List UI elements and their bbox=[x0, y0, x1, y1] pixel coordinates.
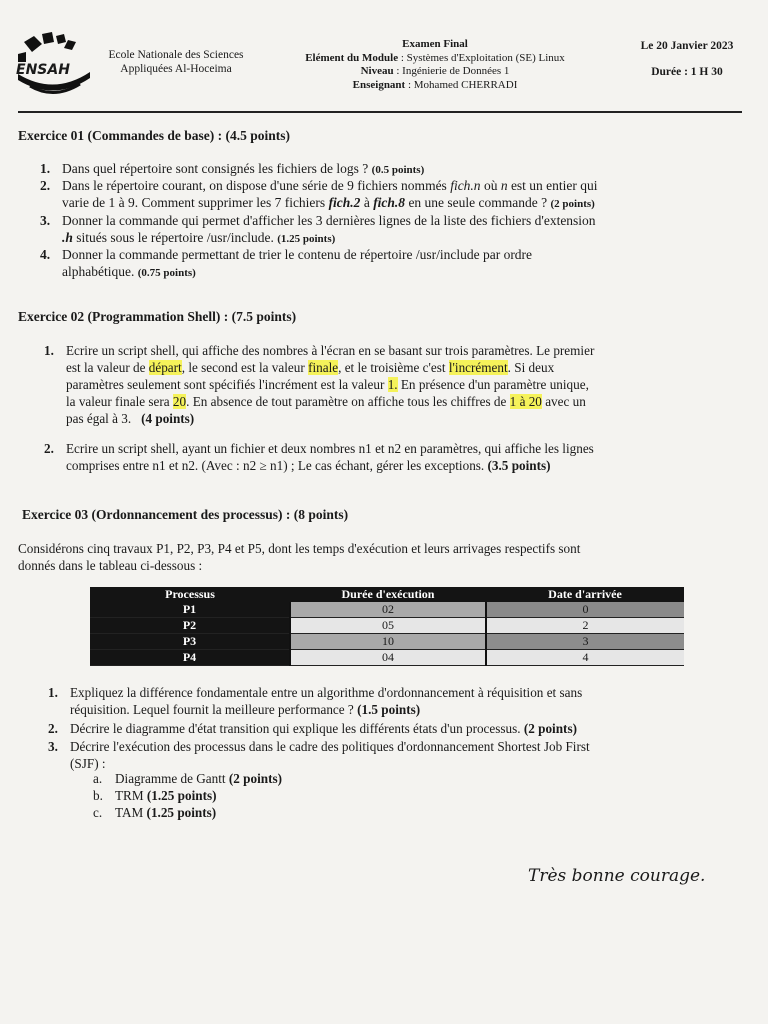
table-row bbox=[90, 602, 684, 618]
ex3-question-1: 1. Expliquez la différence fondamentale entre un algorithme d'ordonnancement à réquisition et sans réquisition. Lequel fournit la meilleure performance ? (1.5 points) bbox=[48, 685, 583, 717]
table-cell: 04 bbox=[290, 650, 486, 666]
ex3-sub-a: a. Diagramme de Gantt (2 points) bbox=[93, 771, 283, 786]
table-cell: P3 bbox=[90, 634, 290, 650]
table-cell: 2 bbox=[486, 618, 684, 634]
ex1-question-4: 4. Donner la commande permettant de trier le contenu de répertoire /usr/include par ordre alphabétique. (0.75 points) bbox=[40, 247, 533, 279]
ex3-sub-b: b. TRM (1.25 points) bbox=[93, 788, 217, 803]
signoff: Très bonne courage. bbox=[528, 866, 706, 886]
table-cell: 02 bbox=[290, 602, 486, 618]
exam-title: Examen Final bbox=[402, 38, 468, 50]
table-cell: P4 bbox=[90, 650, 290, 666]
col-header-processus: Processus bbox=[90, 587, 290, 602]
school-name bbox=[96, 48, 256, 76]
ex2-question-2: 2. Ecrire un script shell, ayant un fichier et deux nombres n1 et n2 en paramètres, qui affiche les lignes comprises entre n1 et n2. (Avec : n2 ≥ n1) ; Le cas échant, gérer les exceptions. (3.5 points) bbox=[44, 441, 594, 473]
ensah-logo bbox=[14, 30, 94, 100]
process-table bbox=[90, 587, 684, 666]
ex3-sub-c: c. TAM (1.25 points) bbox=[93, 805, 217, 820]
table-row bbox=[90, 618, 684, 634]
exam-duration: Durée : 1 H 30 bbox=[651, 66, 723, 78]
ex1-question-3: 3. Donner la commande qui permet d'afficher les 3 dernières lignes de la liste des fichiers d'extension .h situés sous le répertoire /usr/include. (1.25 points) bbox=[40, 213, 596, 245]
module-label: Elément du Module bbox=[305, 51, 399, 64]
exercise-3-title: Exercice 03 (Ordonnancement des processus) : (8 points) bbox=[22, 507, 349, 522]
level-label: Niveau bbox=[360, 65, 394, 77]
exercise-1-title: Exercice 01 (Commandes de base) : (4.5 points) bbox=[18, 128, 290, 143]
exam-info bbox=[270, 38, 600, 92]
teacher-label: Enseignant bbox=[352, 78, 406, 91]
header-divider bbox=[18, 111, 742, 113]
table-row bbox=[90, 634, 684, 650]
level-value: : Ingénierie de Données 1 bbox=[393, 65, 510, 77]
table-cell: P1 bbox=[90, 602, 290, 618]
table-cell: 05 bbox=[290, 618, 486, 634]
exercise-2-title: Exercice 02 (Programmation Shell) : (7.5 points) bbox=[18, 309, 297, 324]
ex3-question-3: 3. Décrire l'exécution des processus dans le cadre des politiques d'ordonnancement Shortest Job First (SJF) : bbox=[48, 739, 590, 771]
col-header-arrivee: Date d'arrivée bbox=[486, 587, 684, 602]
school-line-1: Ecole Nationale des Sciences bbox=[108, 49, 244, 61]
table-cell: P2 bbox=[90, 618, 290, 634]
teacher-value: : Mohamed CHERRADI bbox=[405, 78, 518, 91]
logo-text: ENSAH bbox=[16, 62, 70, 78]
school-line-2: Appliquées Al-Hoceima bbox=[120, 63, 232, 75]
table-row bbox=[90, 650, 684, 666]
ex3-question-2: 2. Décrire le diagramme d'état transition qui explique les différents états d'un processus. (2 points) bbox=[48, 721, 577, 736]
module-value: : Systèmes d'Exploitation (SE) Linux bbox=[398, 51, 565, 64]
table-header-row bbox=[90, 587, 684, 602]
table-cell: 0 bbox=[486, 602, 684, 618]
ex1-question-1: 1. Dans quel répertoire sont consignés les fichiers de logs ? (0.5 points) bbox=[40, 161, 425, 176]
exam-date: Le 20 Janvier 2023 bbox=[640, 40, 734, 52]
table-cell: 4 bbox=[486, 650, 684, 666]
table-cell: 10 bbox=[290, 634, 486, 650]
ex2-question-1: 1. Ecrire un script shell, qui affiche des nombres à l'écran en se basant sur trois paramètres. Le premier est la valeur de départ, le second est la valeur finale, et le troisième c'est l'incrément. Si deux paramètres seulement sont spécifiés l'incrément est la valeur 1. En présence d'un paramètre unique, la valeur finale sera 20. En absence de tout paramètre on affiche tous les chiffres de 1 à 20 avec un pas égal à 3. (4 points) bbox=[44, 343, 595, 426]
table-cell: 3 bbox=[486, 634, 684, 650]
col-header-duree: Durée d'exécution bbox=[290, 587, 486, 602]
ex3-intro: Considérons cinq travaux P1, P2, P3, P4 et P5, dont les temps d'exécution et leurs arrivages respectifs sont donnés dans le tableau ci-dessous : bbox=[18, 541, 581, 573]
ex1-question-2: 2. Dans le répertoire courant, on dispose d'une série de 9 fichiers nommés fich.n où n est un entier qui varie de 1 à 9. Comment supprimer les 7 fichiers fich.2 à fich.8 en une seule commande ? (2 points) bbox=[40, 178, 598, 210]
